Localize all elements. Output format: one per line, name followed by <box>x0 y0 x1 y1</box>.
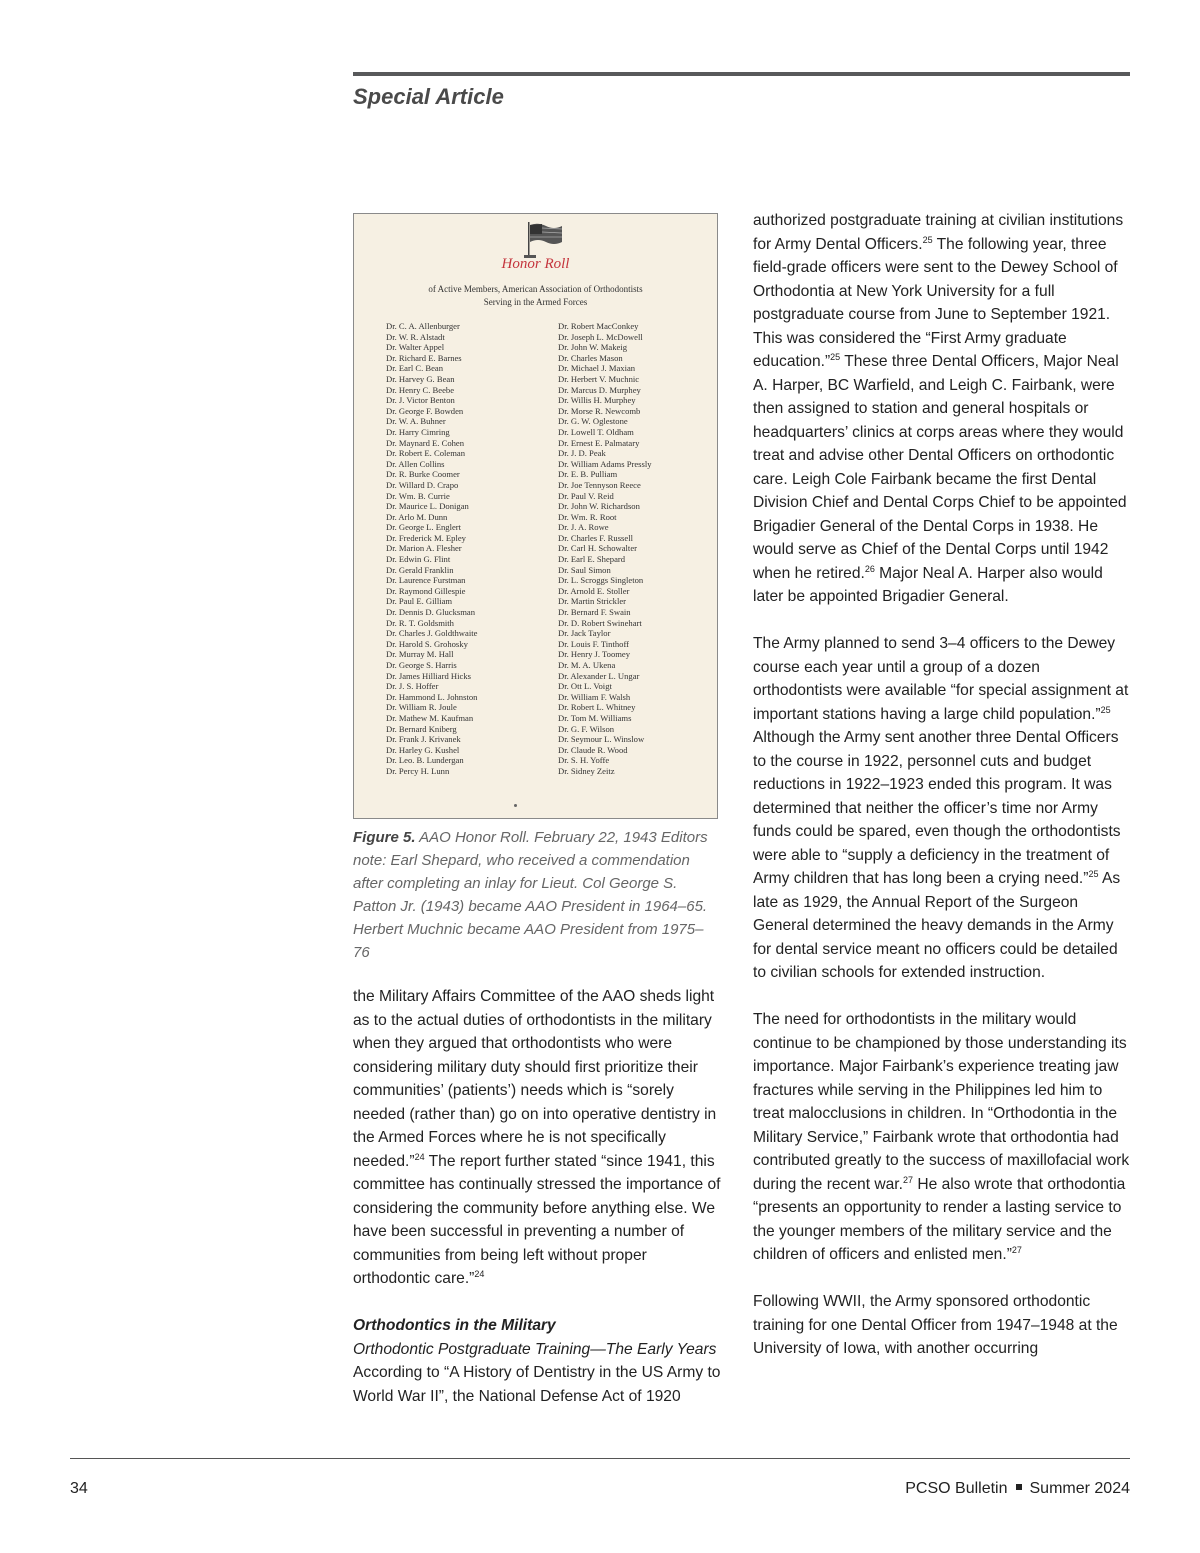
honor-roll-name: Dr. Ernest E. Palmatary <box>558 437 640 448</box>
honor-roll-name: Dr. Ott L. Voigt <box>558 681 612 692</box>
decorative-dot <box>514 804 517 807</box>
text: authorized postgraduate training at civilian institutions for Army Dental Officers. <box>753 212 1124 253</box>
honor-roll-name: Dr. W. R. Alstadt <box>386 331 445 342</box>
honor-roll-name: Dr. Dennis D. Glucksman <box>386 607 476 618</box>
journal-issue: Summer 2024 <box>1029 1480 1130 1497</box>
honor-roll-name: Dr. William R. Joule <box>386 702 457 713</box>
footnote-ref: 25 <box>830 352 841 362</box>
honor-roll-figure <box>353 213 718 819</box>
honor-roll-name: Dr. Herbert V. Muchnic <box>558 373 640 384</box>
honor-roll-name: Dr. M. A. Ukena <box>558 660 616 670</box>
top-rule <box>353 72 1130 76</box>
honor-roll-name: Dr. Lowell T. Oldham <box>558 426 634 437</box>
honor-roll-name: Dr. J. D. Peak <box>558 448 606 459</box>
honor-roll-name: Dr. Saul Simon <box>558 564 611 575</box>
honor-roll-name: Dr. Arlo M. Dunn <box>386 511 448 522</box>
honor-roll-name: Dr. Joseph L. McDowell <box>558 331 643 342</box>
honor-roll-name: Dr. Seymour L. Winslow <box>558 734 645 745</box>
names-left-column <box>386 321 477 777</box>
honor-roll-name: Dr. Murray M. Hall <box>386 649 454 660</box>
honor-roll-name: Dr. Wm. B. Currie <box>386 490 450 501</box>
text: The need for orthodontists in the military would continue to be championed by those understanding its importance. Major Fairbank’s experience treating jaw fractures while serving in the Philippines led him to treat malocclusions in children. In “Orthodontia in the Military Service,” Fairbank wrote that orthodontia had contributed greatly to the success of maxillofacial work during the recent war. <box>753 1011 1130 1193</box>
honor-roll-name: Dr. Harry Cimring <box>386 426 450 437</box>
right-column <box>753 209 1133 1361</box>
paragraph <box>753 1290 1133 1361</box>
honor-roll-name: Dr. Paul E. Gilliam <box>386 596 453 607</box>
honor-roll-name: Dr. Morse R. Newcomb <box>558 405 641 416</box>
honor-roll-name: Dr. R. Burke Coomer <box>386 469 460 480</box>
names-right-column <box>558 321 652 777</box>
honor-roll-name: Dr. Claude R. Wood <box>558 744 628 755</box>
text: He also wrote that orthodontia “presents an opportunity to render a lasting service to the younger members of the military service and the children of officers and enlisted men.” <box>753 1175 1126 1263</box>
honor-roll-name: Dr. J. S. Hoffer <box>386 681 439 692</box>
text: The Army planned to send 3–4 officers to the Dewey course each year until a group of a dozen orthodontists were available “for special assignment at important stations having a large child population.” <box>753 635 1129 723</box>
honor-roll-name: Dr. Henry C. Beebe <box>386 384 455 395</box>
honor-roll-name: Dr. Marcus D. Murphey <box>558 384 641 395</box>
section-heading: Orthodontics in the Military <box>353 1317 556 1334</box>
honor-roll-name: Dr. Louis F. Tinthoff <box>558 638 630 649</box>
footnote-ref: 27 <box>902 1174 913 1185</box>
honor-roll-name: Dr. George F. Bowden <box>386 405 464 416</box>
figure-caption <box>353 826 718 964</box>
honor-roll-name: Dr. Maynard E. Cohen <box>386 437 465 448</box>
bottom-rule <box>70 1458 1130 1459</box>
honor-roll-name: Dr. Mathew M. Kaufman <box>386 712 474 723</box>
honor-roll-name: Dr. Frank J. Krivanek <box>386 734 461 745</box>
journal-footer <box>905 1480 1130 1498</box>
honor-roll-name: Dr. Joe Tennyson Reece <box>558 479 641 490</box>
honor-roll-name: Dr. Hammond L. Johnston <box>386 691 478 702</box>
honor-roll-name: Dr. Earl C. Bean <box>386 363 444 374</box>
footnote-ref: 27 <box>1011 1245 1022 1255</box>
honor-roll-name: Dr. Willard D. Crapo <box>386 479 459 490</box>
honor-roll-name: Dr. Robert E. Coleman <box>386 448 466 459</box>
paragraph <box>753 1008 1133 1267</box>
subsection-heading: Orthodontic Postgraduate Training—The Early Years <box>353 1340 717 1358</box>
honor-roll-name: Dr. Charles F. Russell <box>558 532 633 543</box>
text: Major Neal A. Harper also would later be appointed Brigadier General. <box>753 564 1103 605</box>
honor-roll-name: Dr. Laurence Furstman <box>386 575 466 586</box>
honor-roll-name: Dr. W. A. Buhner <box>386 416 446 427</box>
honor-roll-name: Dr. S. H. Yoffe <box>558 755 610 766</box>
honor-roll-name: Dr. L. Scroggs Singleton <box>558 575 644 586</box>
honor-roll-name: Dr. E. B. Pulliam <box>558 469 618 480</box>
honor-roll-name: Dr. Gerald Franklin <box>386 564 454 575</box>
footnote-ref: 25 <box>922 234 933 245</box>
honor-roll-name: Dr. Harold S. Grohosky <box>386 638 468 649</box>
paragraph <box>353 985 723 1291</box>
paragraph <box>753 632 1133 985</box>
honor-roll-name: Dr. Wm. R. Root <box>558 511 617 522</box>
caption-text: AAO Honor Roll. February 22, 1943 Editors note: Earl Shepard, who received a commendation after completing an inlay for Lieut. Col George S. Patton Jr. (1943) became AAO President in 1964–65. Herbert Muchnic became AAO President from 1975–76 <box>353 829 708 961</box>
honor-roll-name: Dr. George L. Englert <box>386 522 462 533</box>
honor-roll-name: Dr. Charles Mason <box>558 352 623 363</box>
honor-roll-name: Dr. John W. Makeig <box>558 342 627 353</box>
separator-square-icon <box>1016 1484 1022 1490</box>
honor-roll-name: Dr. Martin Strickler <box>558 596 627 607</box>
honor-roll-name: Dr. Tom M. Williams <box>558 712 632 723</box>
honor-roll-name: Dr. Harley G. Kushel <box>386 744 460 755</box>
text: As late as 1929, the Annual Report of the Surgeon General determined the heavy demands in the Army for dental service meant no officers could be detailed to civilian schools for extended instruction. <box>753 870 1121 981</box>
honor-roll-name: Dr. Allen Collins <box>386 458 445 469</box>
honor-roll-name: Dr. Raymond Gillespie <box>386 585 466 596</box>
page-number: 34 <box>70 1480 88 1497</box>
honor-roll-name: Dr. Edwin G. Flint <box>386 554 451 565</box>
footnote-ref: 24 <box>474 1269 485 1279</box>
honor-roll-name: Dr. C. A. Allenburger <box>386 321 460 331</box>
footnote-ref: 26 <box>864 563 875 574</box>
honor-roll-subtitle: of Active Members, American Association of Orthodontists <box>428 284 643 294</box>
journal-name: PCSO Bulletin <box>905 1480 1008 1497</box>
honor-roll-name: Dr. Robert MacConkey <box>558 321 639 331</box>
honor-roll-name: Dr. Percy H. Lunn <box>386 765 450 776</box>
flag-icon <box>524 222 564 258</box>
honor-roll-name: Dr. Marion A. Flesher <box>386 543 462 554</box>
footnote-ref: 25 <box>1100 704 1111 715</box>
honor-roll-name: Dr. Frederick M. Epley <box>386 532 466 543</box>
honor-roll-name: Dr. Maurice L. Donigan <box>386 501 469 512</box>
honor-roll-name: Dr. Richard E. Barnes <box>386 352 462 363</box>
honor-roll-name: Dr. Harvey G. Bean <box>386 373 455 384</box>
honor-roll-name: Dr. Carl H. Schowalter <box>558 543 637 554</box>
honor-roll-name: Dr. Willis H. Murphey <box>558 395 636 406</box>
honor-roll-name: Dr. Bernard Kniberg <box>386 723 457 734</box>
honor-roll-name: Dr. William Adams Pressly <box>558 458 652 469</box>
footnote-ref: 25 <box>1088 869 1099 879</box>
honor-roll-name: Dr. Earl E. Shepard <box>558 554 626 565</box>
honor-roll-name: Dr. Robert L. Whitney <box>558 702 636 713</box>
honor-roll-name: Dr. Paul V. Reid <box>558 490 614 501</box>
honor-roll-name: Dr. George S. Harris <box>386 660 457 670</box>
honor-roll-name: Dr. Leo. B. Lundergan <box>386 755 464 766</box>
caption-label: Figure 5. <box>353 829 416 846</box>
honor-roll-name: Dr. G. F. Wilson <box>558 723 615 734</box>
honor-roll-name: Dr. Sidney Zeitz <box>558 765 615 776</box>
honor-roll-name: Dr. J. Victor Benton <box>386 395 455 406</box>
honor-roll-name: Dr. Charles J. Goldthwaite <box>386 628 478 639</box>
honor-roll-name: Dr. Alexander L. Ungar <box>558 670 640 681</box>
honor-roll-name: Dr. John W. Richardson <box>558 501 640 512</box>
text: The following year, three field-grade officers were sent to the Dewey School of Orthodontia at New York University for a full postgraduate course from June to September 1921. This was considered the “First Army graduate education.” <box>753 235 1118 370</box>
honor-roll-name: Dr. Walter Appel <box>386 342 445 353</box>
text: Although the Army sent another three Dental Officers to the course in 1922, personnel cuts and budget reductions in 1922–1923 ended this program. It was determined that neither the officer’s time nor Army funds could be spared, even though the orthodontists were able to “supply a deficiency in the treatment of Army children that has long been a crying need.” <box>753 729 1121 887</box>
honor-roll-name: Dr. J. A. Rowe <box>558 522 609 533</box>
honor-roll-name: Dr. G. W. Oglestone <box>558 416 628 427</box>
text: the Military Affairs Committee of the AAO sheds light as to the actual duties of orthodontists in the military when they argued that orthodontists who were considering military duty should first prioritize their communities’ (patients’) needs which is “sorely needed (rather than) go on into operative dentistry in the Armed Forces where he is not specifically needed.” <box>353 988 717 1170</box>
honor-roll-name: Dr. R. T. Goldsmith <box>386 617 454 628</box>
section-label: Special Article <box>353 84 504 109</box>
text: The report further stated “since 1941, this committee has continually stressed the importance of considering the community before anything else. We have been successful in preventing a number of communities from being left without proper orthodontic care.” <box>353 1152 721 1287</box>
paragraph <box>753 209 1133 609</box>
text: According to “A History of Dentistry in the US Army to World War II”, the National Defense Act of 1920 <box>353 1364 721 1405</box>
honor-roll-name: Dr. D. Robert Swinehart <box>558 617 642 628</box>
honor-roll-name: Dr. Henry J. Toomey <box>558 649 631 660</box>
text: Following WWII, the Army sponsored orthodontic training for one Dental Officer from 1947–1948 at the University of Iowa, with another occurring <box>753 1293 1118 1357</box>
honor-roll-name: Dr. Arnold E. Stoller <box>558 585 630 596</box>
honor-roll-name: Dr. Michael J. Maxian <box>558 363 636 374</box>
honor-roll-name: Dr. William F. Walsh <box>558 691 631 702</box>
footnote-ref: 24 <box>414 1151 425 1162</box>
text: These three Dental Officers, Major Neal A. Harper, BC Warfield, and Leigh C. Fairbank, were then assigned to station and general hospitals or headquarters’ clinics at corps areas where they would treat and advise other Dental Officers on orthodontic care. Leigh Cole Fairbank became the first Dental Division Chief and Dental Corps Chief to be appointed Brigadier General of the Dental Corps in 1938. He would serve as Chief of the Dental Corps until 1942 when he retired. <box>753 353 1127 582</box>
honor-roll-subtitle-2: Serving in the Armed Forces <box>483 297 588 307</box>
honor-roll-title: Honor Roll <box>501 256 570 272</box>
left-column <box>353 985 723 1408</box>
honor-roll-name: Dr. James Hilliard Hicks <box>386 670 471 681</box>
honor-roll-name: Dr. Bernard F. Swain <box>558 607 631 618</box>
paragraph <box>353 1314 723 1408</box>
honor-roll-name: Dr. Jack Taylor <box>558 628 611 639</box>
